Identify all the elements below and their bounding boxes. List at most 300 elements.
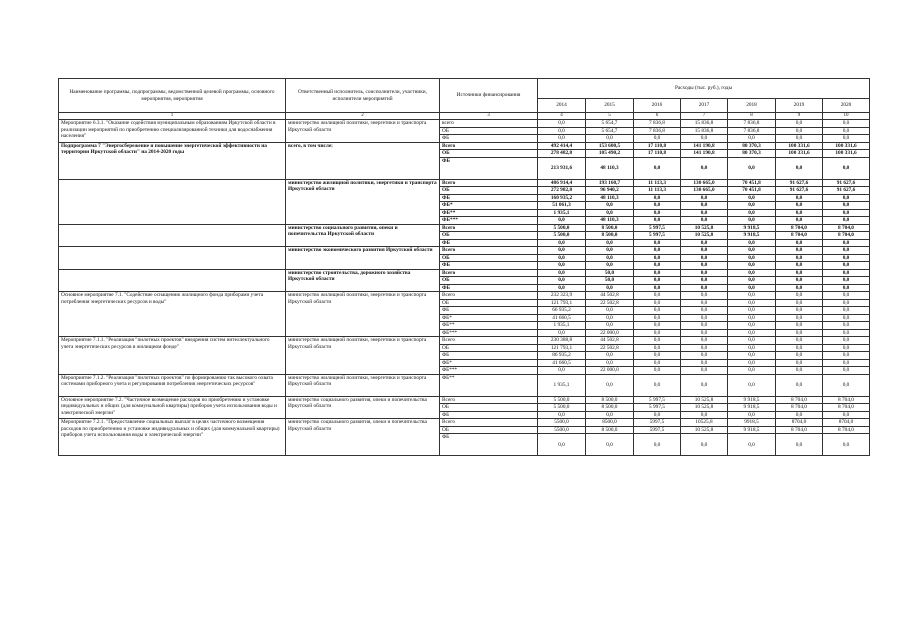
year-header: 2014	[538, 99, 586, 113]
amount-cell: 0,0	[681, 262, 728, 270]
amount-cell: 0,0	[634, 247, 681, 255]
amount-cell: 0,0	[823, 135, 870, 143]
amount-cell: 0,0	[538, 262, 586, 270]
amount-cell: 0,0	[634, 135, 681, 143]
amount-cell: 96 940,2	[586, 187, 634, 195]
amount-cell: 0,0	[823, 292, 870, 300]
amount-cell: 66 935,2	[538, 307, 586, 315]
amount-cell: 8 704,0	[776, 426, 823, 434]
amount-cell: 0,0	[538, 120, 586, 128]
funding-source-cell: всего	[440, 120, 538, 128]
amount-cell: 153 600,5	[586, 142, 634, 150]
amount-cell: 0,0	[538, 254, 586, 262]
program-name-cell: Мероприятие 7.1.2. "Реализация "пилотных проектов" по формированию так высокого охвата системами приборного учета и регулирования потребления энергетических ресурсов"	[59, 374, 286, 396]
amount-cell: 232 323,9	[538, 292, 586, 300]
header-name: Наименование программы, подпрограммы, ведомственной целевой программы, основного мероприятия, мероприятия	[59, 79, 286, 113]
amount-cell: 0,0	[538, 239, 586, 247]
amount-cell: 41 660,5	[538, 314, 586, 322]
amount-cell: 0,0	[728, 307, 776, 315]
amount-cell: 8500,0	[586, 419, 634, 427]
amount-cell: 0,0	[538, 329, 586, 337]
funding-source-cell: ОБ	[440, 299, 538, 307]
amount-cell: 8704,0	[823, 419, 870, 427]
amount-cell: 0,0	[728, 217, 776, 225]
amount-cell: 91 627,6	[776, 179, 823, 187]
amount-cell: 8 704,0	[823, 404, 870, 412]
amount-cell: 0,0	[728, 202, 776, 210]
amount-cell: 0,0	[586, 314, 634, 322]
amount-cell: 0,0	[823, 329, 870, 337]
header-source: Источники финансирования	[440, 79, 538, 113]
amount-cell: 51 061,3	[538, 202, 586, 210]
amount-cell: 0,0	[634, 254, 681, 262]
funding-source-cell: ФБ**	[440, 209, 538, 217]
program-name-cell: Мероприятие 7.2.1. "Предоставление социальных выплат в целях частичного возмещения расходов по приобретению и установке индивидуальных и общих (для коммунальной квартиры) приборов учета использования воды и электрической энергии"	[59, 419, 286, 456]
program-name-cell: Мероприятие 6.3.1. "Оказание содействия муниципальным образованиям Иркутской области в реализации мероприятий по приобретению специализированной техники для водоснабжения населения"	[59, 120, 286, 143]
amount-cell: 5 654,7	[586, 127, 634, 135]
amount-cell: 0,0	[728, 337, 776, 345]
amount-cell: 8 704,0	[823, 224, 870, 232]
amount-cell: 100 331,6	[776, 142, 823, 150]
executor-cell: министерство строительства, дорожного хозяйства Иркутской области	[286, 269, 440, 292]
amount-cell: 22 502,8	[586, 299, 634, 307]
amount-cell: 9918,5	[728, 419, 776, 427]
amount-cell: 0,0	[586, 254, 634, 262]
amount-cell: 0,0	[634, 239, 681, 247]
amount-cell: 50,0	[586, 277, 634, 285]
amount-cell: 0,0	[823, 359, 870, 367]
amount-cell: 0,0	[776, 135, 823, 143]
amount-cell: 0,0	[823, 209, 870, 217]
amount-cell: 0,0	[586, 434, 634, 456]
amount-cell: 0,0	[681, 411, 728, 419]
amount-cell: 0,0	[681, 314, 728, 322]
amount-cell: 0,0	[823, 247, 870, 255]
amount-cell: 0,0	[776, 239, 823, 247]
amount-cell: 22 000,0	[586, 329, 634, 337]
amount-cell: 0,0	[776, 292, 823, 300]
amount-cell: 0,0	[586, 284, 634, 292]
amount-cell: 1 935,1	[538, 209, 586, 217]
amount-cell: 121 793,1	[538, 344, 586, 352]
amount-cell: 86 935,2	[538, 352, 586, 360]
amount-cell: 8 704,0	[776, 404, 823, 412]
table-row	[59, 142, 870, 150]
amount-cell: 10 525,8	[681, 232, 728, 240]
amount-cell: 0,0	[728, 194, 776, 202]
column-number: 3	[440, 113, 538, 120]
amount-cell: 0,0	[776, 322, 823, 330]
table-row	[59, 374, 870, 396]
funding-source-cell: ОБ	[440, 127, 538, 135]
funding-source-cell: Всего	[440, 292, 538, 300]
funding-source-cell: Всего	[440, 396, 538, 404]
amount-cell: 0,0	[681, 284, 728, 292]
amount-cell: 0,0	[634, 277, 681, 285]
amount-cell: 0,0	[634, 209, 681, 217]
amount-cell: 1 935,1	[538, 374, 586, 396]
amount-cell: 0,0	[823, 202, 870, 210]
funding-source-cell: ФБ***	[440, 329, 538, 337]
funding-source-cell: Всего	[440, 142, 538, 150]
funding-source-cell: ОБ	[440, 187, 538, 195]
amount-cell: 0,0	[681, 352, 728, 360]
amount-cell: 91 627,6	[776, 187, 823, 195]
amount-cell: 9 918,5	[728, 396, 776, 404]
amount-cell: 0,0	[823, 262, 870, 270]
amount-cell: 10 525,8	[681, 426, 728, 434]
amount-cell: 0,0	[776, 344, 823, 352]
amount-cell: 0,0	[823, 307, 870, 315]
amount-cell: 0,0	[586, 352, 634, 360]
year-header: 2017	[681, 99, 728, 113]
amount-cell: 0,0	[728, 374, 776, 396]
amount-cell: 8 500,0	[586, 232, 634, 240]
amount-cell: 0,0	[634, 262, 681, 270]
table-row	[59, 396, 870, 404]
amount-cell: 0,0	[728, 352, 776, 360]
amount-cell: 80 370,3	[728, 142, 776, 150]
amount-cell: 0,0	[823, 120, 870, 128]
amount-cell: 1 935,1	[538, 322, 586, 330]
amount-cell: 8 704,0	[823, 232, 870, 240]
amount-cell: 8 500,0	[586, 224, 634, 232]
amount-cell: 0,0	[776, 202, 823, 210]
amount-cell: 0,0	[681, 374, 728, 396]
amount-cell: 0,0	[634, 157, 681, 179]
executor-cell: министерство социального развития, опеки и попечительства Иркутской области	[286, 419, 440, 456]
amount-cell: 5 654,7	[586, 120, 634, 128]
amount-cell: 0,0	[586, 262, 634, 270]
amount-cell: 0,0	[538, 284, 586, 292]
amount-cell: 0,0	[681, 217, 728, 225]
amount-cell: 0,0	[681, 247, 728, 255]
amount-cell: 0,0	[823, 322, 870, 330]
funding-source-cell: Всего	[440, 419, 538, 427]
amount-cell: 22 000,0	[586, 367, 634, 375]
amount-cell: 0,0	[586, 239, 634, 247]
column-number: 8	[728, 113, 776, 120]
amount-cell: 0,0	[681, 135, 728, 143]
amount-cell: 0,0	[776, 329, 823, 337]
amount-cell: 0,0	[728, 314, 776, 322]
amount-cell: 17 110,8	[634, 142, 681, 150]
amount-cell: 0,0	[728, 367, 776, 375]
amount-cell: 0,0	[586, 322, 634, 330]
amount-cell: 0,0	[634, 217, 681, 225]
amount-cell: 0,0	[823, 284, 870, 292]
executor-cell: министерство социального развития, опеки и попечительства Иркутской области	[286, 396, 440, 419]
amount-cell: 17 110,8	[634, 150, 681, 158]
amount-cell: 5 997,5	[634, 232, 681, 240]
amount-cell: 130 665,0	[681, 187, 728, 195]
amount-cell: 41 660,5	[538, 359, 586, 367]
amount-cell: 278 482,8	[538, 150, 586, 158]
amount-cell: 0,0	[823, 269, 870, 277]
amount-cell: 91 627,6	[823, 179, 870, 187]
amount-cell: 0,0	[634, 314, 681, 322]
amount-cell: 0,0	[823, 314, 870, 322]
amount-cell: 193 160,7	[586, 179, 634, 187]
amount-cell: 0,0	[681, 254, 728, 262]
amount-cell: 7 836,8	[634, 127, 681, 135]
funding-source-cell: ФБ***	[440, 217, 538, 225]
executor-cell: министерство жилищной политики, энергетики и транспорта Иркутской области	[286, 179, 440, 224]
amount-cell: 0,0	[776, 120, 823, 128]
amount-cell: 0,0	[681, 367, 728, 375]
amount-cell: 121 793,1	[538, 299, 586, 307]
amount-cell: 22 502,8	[586, 344, 634, 352]
amount-cell: 0,0	[586, 411, 634, 419]
funding-source-cell: ФБ**	[440, 374, 538, 396]
amount-cell: 11 113,3	[634, 179, 681, 187]
amount-cell: 8704,0	[776, 419, 823, 427]
amount-cell: 0,0	[586, 247, 634, 255]
amount-cell: 0,0	[634, 344, 681, 352]
amount-cell: 0,0	[776, 269, 823, 277]
amount-cell: 10 525,8	[681, 404, 728, 412]
amount-cell: 0,0	[634, 284, 681, 292]
amount-cell: 48 110,3	[586, 157, 634, 179]
amount-cell: 0,0	[681, 277, 728, 285]
amount-cell: 48 110,3	[586, 217, 634, 225]
amount-cell: 100 331,6	[776, 150, 823, 158]
amount-cell: 0,0	[776, 254, 823, 262]
amount-cell: 0,0	[538, 217, 586, 225]
amount-cell: 70 451,8	[728, 179, 776, 187]
amount-cell: 0,0	[634, 322, 681, 330]
funding-source-cell: Всего	[440, 337, 538, 345]
amount-cell: 0,0	[634, 352, 681, 360]
amount-cell: 0,0	[681, 299, 728, 307]
amount-cell: 70 451,8	[728, 187, 776, 195]
amount-cell: 0,0	[634, 337, 681, 345]
amount-cell: 0,0	[681, 337, 728, 345]
amount-cell: 0,0	[728, 411, 776, 419]
amount-cell: 0,0	[728, 135, 776, 143]
amount-cell: 0,0	[776, 314, 823, 322]
amount-cell: 0,0	[681, 269, 728, 277]
column-number: 9	[776, 113, 823, 120]
amount-cell: 100 331,6	[823, 142, 870, 150]
amount-cell: 0,0	[823, 344, 870, 352]
funding-source-cell: ОБ	[440, 254, 538, 262]
amount-cell: 0,0	[634, 411, 681, 419]
amount-cell: 5500,0	[538, 426, 586, 434]
amount-cell: 0,0	[728, 254, 776, 262]
amount-cell: 0,0	[728, 239, 776, 247]
amount-cell: 5 500,0	[538, 224, 586, 232]
amount-cell: 0,0	[681, 307, 728, 315]
amount-cell: 10 525,8	[681, 396, 728, 404]
funding-source-cell: ФБ	[440, 239, 538, 247]
program-name-cell	[59, 247, 286, 270]
amount-cell: 0,0	[823, 299, 870, 307]
funding-source-cell: ФБ	[440, 307, 538, 315]
amount-cell: 0,0	[634, 269, 681, 277]
amount-cell: 0,0	[776, 352, 823, 360]
executor-cell: министерство жилищной политики, энергетики и транспорта Иркутской области	[286, 374, 440, 396]
funding-source-cell: ОБ	[440, 150, 538, 158]
program-name-cell: Основное мероприятие 7.1. "Содействие оснащению жилищного фонда приборами учета потребления энергетических ресурсов и воды"	[59, 292, 286, 337]
amount-cell: 0,0	[776, 374, 823, 396]
amount-cell: 0,0	[776, 127, 823, 135]
amount-cell: 8 500,0	[586, 404, 634, 412]
funding-source-cell: Всего	[440, 269, 538, 277]
amount-cell: 44 502,8	[586, 337, 634, 345]
amount-cell: 7 836,8	[728, 127, 776, 135]
amount-cell: 0,0	[728, 434, 776, 456]
program-name-cell: Основное мероприятие 7.2. "Частичное возмещение расходов по приобретению и установке индивидуальных и общих (для коммунальной квартиры) приборов учета использования воды и электрической энергии"	[59, 396, 286, 419]
funding-source-cell: Всего	[440, 179, 538, 187]
amount-cell: 0,0	[634, 359, 681, 367]
amount-cell: 0,0	[634, 292, 681, 300]
amount-cell: 141 190,8	[681, 142, 728, 150]
amount-cell: 5500,0	[538, 419, 586, 427]
amount-cell: 9 918,5	[728, 232, 776, 240]
amount-cell: 0,0	[728, 209, 776, 217]
table-row	[59, 247, 870, 255]
amount-cell: 0,0	[776, 262, 823, 270]
amount-cell: 9 918,5	[728, 224, 776, 232]
amount-cell: 0,0	[776, 434, 823, 456]
year-header: 2015	[586, 99, 634, 113]
amount-cell: 8 704,0	[776, 396, 823, 404]
table-body	[59, 120, 870, 456]
amount-cell: 0,0	[823, 157, 870, 179]
amount-cell: 0,0	[776, 247, 823, 255]
executor-cell: всего, в том числе:	[286, 142, 440, 179]
header-executor: Ответственный исполнитель, соисполнители, участники, исполнители мероприятий	[286, 79, 440, 113]
executor-cell: министерство жилищной политики, энергетики и транспорта Иркутской области	[286, 292, 440, 337]
amount-cell: 50,0	[586, 269, 634, 277]
program-name-cell	[59, 224, 286, 247]
table-header	[59, 79, 870, 120]
amount-cell: 48 110,3	[586, 194, 634, 202]
amount-cell: 213 931,6	[538, 157, 586, 179]
header-expenses: Расходы (тыс. руб.), годы	[538, 79, 870, 99]
amount-cell: 5 500,0	[538, 404, 586, 412]
funding-source-cell: ФБ	[440, 157, 538, 179]
amount-cell: 7 836,8	[634, 120, 681, 128]
amount-cell: 10525,8	[681, 419, 728, 427]
amount-cell: 105 490,2	[586, 150, 634, 158]
table-row	[59, 292, 870, 300]
program-name-cell	[59, 269, 286, 292]
amount-cell: 5 500,0	[538, 232, 586, 240]
amount-cell: 0,0	[586, 209, 634, 217]
amount-cell: 230 388,8	[538, 337, 586, 345]
table-row	[59, 120, 870, 128]
amount-cell: 0,0	[776, 337, 823, 345]
funding-source-cell: ФБ***	[440, 367, 538, 375]
amount-cell: 0,0	[538, 247, 586, 255]
funding-source-cell: ФБ	[440, 262, 538, 270]
amount-cell: 5997,5	[634, 426, 681, 434]
amount-cell: 0,0	[634, 329, 681, 337]
amount-cell: 0,0	[776, 194, 823, 202]
amount-cell: 0,0	[823, 367, 870, 375]
funding-source-cell: Всего	[440, 247, 538, 255]
amount-cell: 5 500,0	[538, 396, 586, 404]
amount-cell: 0,0	[728, 322, 776, 330]
amount-cell: 0,0	[538, 411, 586, 419]
amount-cell: 9 918,5	[728, 404, 776, 412]
amount-cell: 0,0	[776, 359, 823, 367]
amount-cell: 8 500,0	[586, 426, 634, 434]
amount-cell: 7 836,8	[728, 120, 776, 128]
table-row	[59, 224, 870, 232]
budget-document	[58, 78, 869, 456]
amount-cell: 0,0	[538, 367, 586, 375]
amount-cell: 0,0	[823, 217, 870, 225]
amount-cell: 0,0	[634, 307, 681, 315]
amount-cell: 0,0	[823, 254, 870, 262]
amount-cell: 0,0	[538, 135, 586, 143]
amount-cell: 0,0	[681, 157, 728, 179]
amount-cell: 160 935,2	[538, 194, 586, 202]
funding-source-cell: ФБ	[440, 352, 538, 360]
amount-cell: 0,0	[823, 374, 870, 396]
funding-source-cell: ФБ**	[440, 322, 538, 330]
funding-source-cell: ФБ*	[440, 202, 538, 210]
amount-cell: 11 113,3	[634, 187, 681, 195]
amount-cell: 130 665,0	[681, 179, 728, 187]
funding-source-cell: ФБ*	[440, 314, 538, 322]
amount-cell: 0,0	[728, 262, 776, 270]
amount-cell: 9 918,5	[728, 426, 776, 434]
amount-cell: 0,0	[776, 367, 823, 375]
amount-cell: 0,0	[823, 352, 870, 360]
amount-cell: 5 997,5	[634, 404, 681, 412]
funding-source-cell: ФБ	[440, 411, 538, 419]
funding-source-cell: ФБ	[440, 135, 538, 143]
column-number: 2	[286, 113, 440, 120]
column-number: 10	[823, 113, 870, 120]
amount-cell: 8 704,0	[776, 224, 823, 232]
amount-cell: 0,0	[681, 209, 728, 217]
amount-cell: 15 836,8	[681, 120, 728, 128]
amount-cell: 8 704,0	[823, 396, 870, 404]
funding-source-cell: ОБ	[440, 426, 538, 434]
amount-cell: 91 627,6	[823, 187, 870, 195]
executor-cell: министерство экономического развития Иркутской области	[286, 247, 440, 270]
amount-cell: 0,0	[776, 411, 823, 419]
amount-cell: 0,0	[538, 127, 586, 135]
amount-cell: 0,0	[728, 277, 776, 285]
funding-source-cell: ОБ	[440, 232, 538, 240]
amount-cell: 0,0	[776, 277, 823, 285]
budget-table	[58, 78, 870, 456]
funding-source-cell: ОБ	[440, 344, 538, 352]
amount-cell: 0,0	[728, 269, 776, 277]
funding-source-cell: ФБ	[440, 284, 538, 292]
amount-cell: 15 836,8	[681, 127, 728, 135]
amount-cell: 100 331,6	[823, 150, 870, 158]
amount-cell: 0,0	[823, 277, 870, 285]
amount-cell: 0,0	[681, 292, 728, 300]
amount-cell: 0,0	[728, 359, 776, 367]
amount-cell: 8 704,0	[776, 232, 823, 240]
program-name-cell: Подпрограмма 7 "Энергосбережение и повышение энергетической эффективности на территории Иркутской области" на 2014-2020 годы	[59, 142, 286, 179]
amount-cell: 8 500,0	[586, 396, 634, 404]
amount-cell: 0,0	[823, 194, 870, 202]
column-number: 7	[681, 113, 728, 120]
amount-cell: 0,0	[634, 202, 681, 210]
amount-cell: 10 525,8	[681, 224, 728, 232]
amount-cell: 0,0	[681, 202, 728, 210]
amount-cell: 0,0	[681, 434, 728, 456]
